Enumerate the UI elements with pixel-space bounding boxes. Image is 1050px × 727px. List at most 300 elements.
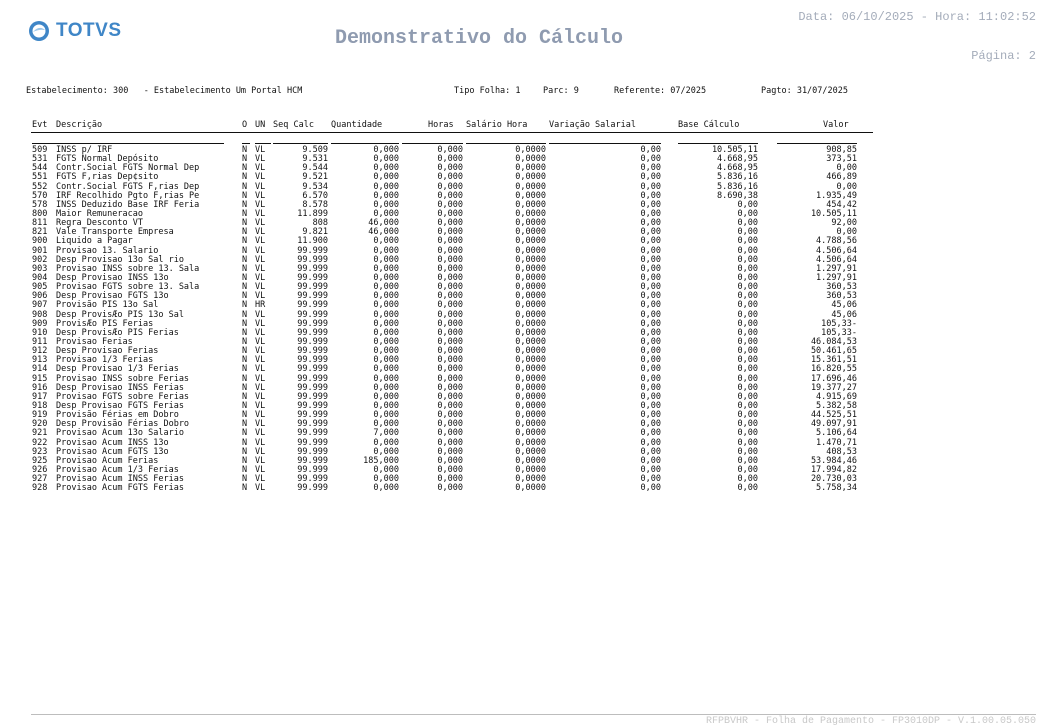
cell-descricao: Provisao FGTS sobre Ferias [56, 391, 190, 402]
cell-salario-hora: 0,0000 [515, 172, 546, 183]
cell-quantidade: 0,000 [373, 483, 399, 494]
cell-valor: 19.377,27 [810, 382, 857, 393]
cell-un: VL [255, 218, 266, 229]
cell-salario-hora: 0,0000 [515, 263, 546, 274]
cell-o: N [242, 236, 248, 247]
cell-un: VL [255, 455, 266, 466]
cell-salario-hora: 0,0000 [515, 483, 546, 494]
page-number: Página: 2 [971, 49, 1036, 63]
cell-valor: 373,51 [826, 154, 857, 165]
cell-o: N [242, 419, 248, 430]
cell-valor: 1.297,91 [816, 272, 857, 283]
cell-base-calculo: 0,00 [737, 282, 758, 293]
cell-base-calculo: 0,00 [737, 300, 758, 311]
cell-seq-calc: 99.999 [297, 446, 328, 457]
cell-evt: 912 [32, 346, 48, 357]
cell-descricao: Provisao 13. Salario [56, 245, 159, 256]
cell-descricao: Provisao Acum 1/3 Ferias [56, 464, 179, 475]
cell-variacao: 0,00 [640, 154, 661, 165]
cell-base-calculo: 4.668,95 [717, 163, 758, 174]
cell-quantidade: 0,000 [373, 282, 399, 293]
cell-seq-calc: 8.578 [302, 199, 328, 210]
cell-quantidade: 0,000 [373, 400, 399, 411]
cell-valor: 5.382,58 [816, 400, 857, 411]
cell-valor: 5.106,64 [816, 428, 857, 439]
cell-horas: 0,000 [437, 382, 463, 393]
cell-descricao: Provisao Acum INSS Ferias [56, 474, 184, 485]
cell-seq-calc: 99.999 [297, 373, 328, 384]
cell-un: VL [255, 355, 266, 366]
cell-descricao: Provisao INSS sobre 13. Sala [56, 263, 200, 274]
col-variacao: Variação Salarial [549, 120, 636, 130]
cell-horas: 0,000 [437, 336, 463, 347]
cell-base-calculo: 0,00 [737, 346, 758, 357]
cell-descricao: FGTS Normal Depósito [56, 154, 159, 165]
cell-evt: 904 [32, 272, 48, 283]
cell-variacao: 0,00 [640, 208, 661, 219]
cell-evt: 916 [32, 382, 48, 393]
cell-descricao: Desp Provisao FGTS Ferias [56, 400, 184, 411]
report-datetime: Data: 06/10/2025 - Hora: 11:02:52 [798, 10, 1036, 24]
cell-valor: 4.915,69 [816, 391, 857, 402]
cell-un: VL [255, 208, 266, 219]
cell-quantidade: 46,000 [368, 227, 399, 238]
cell-variacao: 0,00 [640, 236, 661, 247]
cell-o: N [242, 282, 248, 293]
cell-salario-hora: 0,0000 [515, 364, 546, 375]
cell-un: VL [255, 336, 266, 347]
cell-variacao: 0,00 [640, 336, 661, 347]
cell-valor: 10.505,11 [810, 208, 857, 219]
cell-valor: 44.525,51 [810, 410, 857, 421]
cell-o: N [242, 428, 248, 439]
cell-salario-hora: 0,0000 [515, 282, 546, 293]
cell-un: VL [255, 254, 266, 265]
cell-descricao: Liquido a Pagar [56, 236, 133, 247]
cell-variacao: 0,00 [640, 309, 661, 320]
report-title: Demonstrativo do Cálculo [335, 27, 624, 50]
cell-horas: 0,000 [437, 373, 463, 384]
cell-seq-calc: 99.999 [297, 455, 328, 466]
col-un: UN [255, 120, 266, 130]
cell-evt: 544 [32, 163, 48, 174]
cell-quantidade: 0,000 [373, 236, 399, 247]
cell-evt: 908 [32, 309, 48, 320]
cell-un: VL [255, 373, 266, 384]
cell-seq-calc: 99.999 [297, 391, 328, 402]
cell-evt: 906 [32, 291, 48, 302]
cell-seq-calc: 9.544 [302, 163, 328, 174]
cell-seq-calc: 99.999 [297, 355, 328, 366]
cell-descricao: Provisao Acum FGTS 13o [56, 446, 169, 457]
cell-horas: 0,000 [437, 346, 463, 357]
cell-quantidade: 0,000 [373, 364, 399, 375]
cell-valor: 49.097,91 [810, 419, 857, 430]
cell-o: N [242, 346, 248, 357]
cell-salario-hora: 0,0000 [515, 145, 546, 155]
cell-base-calculo: 0,00 [737, 400, 758, 411]
table-body [31, 146, 873, 493]
cell-valor: 17.696,46 [810, 373, 857, 384]
cell-variacao: 0,00 [640, 254, 661, 265]
cell-un: VL [255, 199, 266, 210]
cell-horas: 0,000 [437, 410, 463, 421]
cell-evt: 911 [32, 336, 48, 347]
cell-evt: 905 [32, 282, 48, 293]
cell-quantidade: 0,000 [373, 437, 399, 448]
cell-salario-hora: 0,0000 [515, 355, 546, 366]
cell-salario-hora: 0,0000 [515, 474, 546, 485]
cell-o: N [242, 391, 248, 402]
cell-valor: 50.461,65 [810, 346, 857, 357]
cell-horas: 0,000 [437, 154, 463, 165]
cell-salario-hora: 0,0000 [515, 181, 546, 192]
cell-seq-calc: 99.999 [297, 437, 328, 448]
cell-quantidade: 0,000 [373, 464, 399, 475]
cell-evt: 918 [32, 400, 48, 411]
cell-quantidade: 0,000 [373, 373, 399, 384]
cell-descricao: Contr.Social FGTS F,rias Dep [56, 181, 200, 192]
cell-quantidade: 0,000 [373, 181, 399, 192]
cell-evt: 811 [32, 218, 48, 229]
cell-base-calculo: 0,00 [737, 254, 758, 265]
cell-quantidade: 0,000 [373, 309, 399, 320]
cell-un: VL [255, 309, 266, 320]
cell-horas: 0,000 [437, 172, 463, 183]
cell-variacao: 0,00 [640, 391, 661, 402]
cell-evt: 915 [32, 373, 48, 384]
cell-salario-hora: 0,0000 [515, 272, 546, 283]
cell-evt: 551 [32, 172, 48, 183]
cell-un: VL [255, 181, 266, 192]
cell-variacao: 0,00 [640, 446, 661, 457]
col-evt: Evt [32, 120, 48, 130]
cell-quantidade: 0,000 [373, 419, 399, 430]
cell-salario-hora: 0,0000 [515, 400, 546, 411]
cell-variacao: 0,00 [640, 437, 661, 448]
cell-horas: 0,000 [437, 437, 463, 448]
cell-quantidade: 0,000 [373, 245, 399, 256]
cell-descricao: Provisao Acum Ferias [56, 455, 159, 466]
cell-valor: 15.361,51 [810, 355, 857, 366]
cell-variacao: 0,00 [640, 382, 661, 393]
cell-base-calculo: 0,00 [737, 245, 758, 256]
cell-o: N [242, 263, 248, 274]
cell-valor: 1.935,49 [816, 190, 857, 201]
cell-quantidade: 0,000 [373, 446, 399, 457]
cell-base-calculo: 0,00 [737, 318, 758, 329]
cell-evt: 919 [32, 410, 48, 421]
cell-seq-calc: 11.900 [297, 236, 328, 247]
cell-o: N [242, 190, 248, 201]
cell-seq-calc: 99.999 [297, 483, 328, 494]
cell-valor: 5.758,34 [816, 483, 857, 494]
cell-un: VL [255, 364, 266, 375]
cell-quantidade: 0,000 [373, 382, 399, 393]
cell-un: VL [255, 245, 266, 256]
cell-valor: 1.297,91 [816, 263, 857, 274]
cell-o: N [242, 218, 248, 229]
cell-evt: 910 [32, 327, 48, 338]
cell-evt: 921 [32, 428, 48, 439]
cell-valor: 360,53 [826, 291, 857, 302]
cell-salario-hora: 0,0000 [515, 336, 546, 347]
cell-horas: 0,000 [437, 446, 463, 457]
cell-valor: 0,00 [836, 227, 857, 238]
cell-horas: 0,000 [437, 391, 463, 402]
cell-o: N [242, 410, 248, 421]
cell-salario-hora: 0,0000 [515, 245, 546, 256]
cell-evt: 914 [32, 364, 48, 375]
cell-quantidade: 0,000 [373, 300, 399, 311]
cell-seq-calc: 99.999 [297, 282, 328, 293]
cell-variacao: 0,00 [640, 355, 661, 366]
cell-o: N [242, 446, 248, 457]
cell-un: VL [255, 474, 266, 485]
cell-seq-calc: 99.999 [297, 245, 328, 256]
cell-valor: 466,89 [826, 172, 857, 183]
cell-un: VL [255, 437, 266, 448]
cell-un: VL [255, 318, 266, 329]
cell-salario-hora: 0,0000 [515, 254, 546, 265]
cell-descricao: Provisão Férias em Dobro [56, 410, 179, 421]
cell-seq-calc: 99.999 [297, 327, 328, 338]
cell-horas: 0,000 [437, 145, 463, 155]
cell-o: N [242, 154, 248, 165]
cell-salario-hora: 0,0000 [515, 373, 546, 384]
col-quantidade: Quantidade [331, 120, 383, 130]
cell-variacao: 0,00 [640, 300, 661, 311]
cell-seq-calc: 99.999 [297, 346, 328, 357]
footer-divider [31, 714, 1036, 715]
cell-base-calculo: 0,00 [737, 455, 758, 466]
cell-base-calculo: 0,00 [737, 272, 758, 283]
parc-label: Parc: 9 [543, 86, 579, 96]
cell-valor: 105,33- [821, 327, 857, 338]
cell-evt: 900 [32, 236, 48, 247]
cell-evt: 917 [32, 391, 48, 402]
cell-o: N [242, 336, 248, 347]
cell-variacao: 0,00 [640, 327, 661, 338]
cell-o: N [242, 318, 248, 329]
cell-quantidade: 0,000 [373, 474, 399, 485]
cell-quantidade: 7,000 [373, 428, 399, 439]
totvs-logo [28, 20, 122, 42]
cell-un: VL [255, 419, 266, 430]
cell-salario-hora: 0,0000 [515, 236, 546, 247]
cell-horas: 0,000 [437, 208, 463, 219]
cell-descricao: Desp Provisao Ferias [56, 346, 159, 357]
cell-horas: 0,000 [437, 282, 463, 293]
cell-valor: 45,06 [831, 309, 857, 320]
cell-variacao: 0,00 [640, 428, 661, 439]
cell-valor: 360,53 [826, 282, 857, 293]
cell-evt: 913 [32, 355, 48, 366]
cell-evt: 509 [32, 145, 48, 155]
cell-o: N [242, 254, 248, 265]
cell-quantidade: 0,000 [373, 263, 399, 274]
cell-quantidade: 0,000 [373, 254, 399, 265]
totvs-logo-icon [28, 20, 50, 42]
cell-salario-hora: 0,0000 [515, 154, 546, 165]
cell-evt: 901 [32, 245, 48, 256]
cell-seq-calc: 99.999 [297, 400, 328, 411]
cell-valor: 908,85 [826, 145, 857, 155]
cell-valor: 105,33- [821, 318, 857, 329]
cell-un: VL [255, 190, 266, 201]
cell-base-calculo: 0,00 [737, 236, 758, 247]
cell-descricao: Provisao Acum FGTS Ferias [56, 483, 184, 494]
cell-valor: 4.788,56 [816, 236, 857, 247]
cell-descricao: Provisao INSS sobre Ferias [56, 373, 190, 384]
cell-variacao: 0,00 [640, 483, 661, 494]
cell-evt: 902 [32, 254, 48, 265]
cell-horas: 0,000 [437, 263, 463, 274]
cell-o: N [242, 163, 248, 174]
cell-variacao: 0,00 [640, 400, 661, 411]
cell-seq-calc: 99.999 [297, 474, 328, 485]
cell-un: VL [255, 410, 266, 421]
cell-un: VL [255, 464, 266, 475]
cell-un: VL [255, 227, 266, 238]
cell-variacao: 0,00 [640, 272, 661, 283]
cell-quantidade: 0,000 [373, 346, 399, 357]
cell-horas: 0,000 [437, 254, 463, 265]
cell-horas: 0,000 [437, 327, 463, 338]
cell-valor: 53.984,46 [810, 455, 857, 466]
table-row [31, 484, 873, 493]
cell-seq-calc: 9.531 [302, 154, 328, 165]
cell-un: VL [255, 400, 266, 411]
cell-seq-calc: 99.999 [297, 291, 328, 302]
cell-valor: 454,42 [826, 199, 857, 210]
cell-salario-hora: 0,0000 [515, 291, 546, 302]
cell-variacao: 0,00 [640, 474, 661, 485]
cell-valor: 16.820,55 [810, 364, 857, 375]
cell-valor: 0,00 [836, 163, 857, 174]
cell-descricao: Provisão PIS 13o Sal [56, 300, 159, 311]
cell-evt: 909 [32, 318, 48, 329]
cell-descricao: Regra Desconto VT [56, 218, 143, 229]
referente-label: Referente: 07/2025 [614, 86, 707, 96]
cell-quantidade: 0,000 [373, 163, 399, 174]
cell-quantidade: 0,000 [373, 391, 399, 402]
cell-un: VL [255, 263, 266, 274]
cell-evt: 927 [32, 474, 48, 485]
cell-descricao: Desp Provisao 13o Sal rio [56, 254, 184, 265]
cell-valor: 0,00 [836, 181, 857, 192]
cell-o: N [242, 355, 248, 366]
table-header [31, 118, 873, 133]
cell-descricao: Desp ProvisÆo PIS Ferias [56, 327, 179, 338]
cell-descricao: Provisao 1/3 Ferias [56, 355, 154, 366]
cell-salario-hora: 0,0000 [515, 218, 546, 229]
cell-valor: 46.084,53 [810, 336, 857, 347]
cell-seq-calc: 99.999 [297, 318, 328, 329]
cell-base-calculo: 0,00 [737, 336, 758, 347]
cell-base-calculo: 0,00 [737, 391, 758, 402]
cell-base-calculo: 0,00 [737, 199, 758, 210]
cell-horas: 0,000 [437, 163, 463, 174]
cell-evt: 926 [32, 464, 48, 475]
cell-base-calculo: 10.505,11 [711, 145, 758, 155]
cell-o: N [242, 272, 248, 283]
cell-o: N [242, 145, 248, 155]
cell-salario-hora: 0,0000 [515, 327, 546, 338]
cell-salario-hora: 0,0000 [515, 464, 546, 475]
cell-descricao: INSS Deduzido Base IRF Feria [56, 199, 200, 210]
cell-quantidade: 185,000 [363, 455, 399, 466]
cell-evt: 922 [32, 437, 48, 448]
cell-seq-calc: 9.534 [302, 181, 328, 192]
cell-horas: 0,000 [437, 181, 463, 192]
cell-salario-hora: 0,0000 [515, 455, 546, 466]
cell-salario-hora: 0,0000 [515, 199, 546, 210]
cell-horas: 0,000 [437, 291, 463, 302]
cell-o: N [242, 382, 248, 393]
footer-text: RFPBVHR - Folha de Pagamento - FP3010DP - V.1.00.05.050 [705, 716, 1036, 727]
cell-seq-calc: 99.999 [297, 364, 328, 375]
cell-variacao: 0,00 [640, 346, 661, 357]
cell-horas: 0,000 [437, 474, 463, 485]
cell-un: VL [255, 145, 266, 155]
cell-variacao: 0,00 [640, 291, 661, 302]
cell-seq-calc: 99.999 [297, 263, 328, 274]
cell-base-calculo: 0,00 [737, 263, 758, 274]
cell-variacao: 0,00 [640, 419, 661, 430]
cell-variacao: 0,00 [640, 199, 661, 210]
cell-seq-calc: 6.570 [302, 190, 328, 201]
cell-seq-calc: 9.821 [302, 227, 328, 238]
cell-variacao: 0,00 [640, 245, 661, 256]
cell-horas: 0,000 [437, 236, 463, 247]
cell-base-calculo: 0,00 [737, 419, 758, 430]
col-valor: Valor [823, 120, 849, 130]
cell-seq-calc: 99.999 [297, 419, 328, 430]
cell-quantidade: 0,000 [373, 145, 399, 155]
cell-o: N [242, 464, 248, 475]
cell-evt: 570 [32, 190, 48, 201]
cell-un: VL [255, 272, 266, 283]
cell-horas: 0,000 [437, 355, 463, 366]
cell-horas: 0,000 [437, 272, 463, 283]
cell-variacao: 0,00 [640, 464, 661, 475]
cell-evt: 920 [32, 419, 48, 430]
cell-evt: 800 [32, 208, 48, 219]
cell-valor: 20.730,03 [810, 474, 857, 485]
cell-variacao: 0,00 [640, 172, 661, 183]
cell-o: N [242, 227, 248, 238]
cell-base-calculo: 0,00 [737, 364, 758, 375]
cell-base-calculo: 0,00 [737, 309, 758, 320]
cell-un: VL [255, 291, 266, 302]
cell-horas: 0,000 [437, 464, 463, 475]
cell-base-calculo: 0,00 [737, 291, 758, 302]
cell-quantidade: 0,000 [373, 272, 399, 283]
cell-descricao: IRF Recolhido Pgto F,rias Pe [56, 190, 200, 201]
cell-variacao: 0,00 [640, 455, 661, 466]
cell-quantidade: 0,000 [373, 327, 399, 338]
cell-descricao: Desp Provisão Férias Dobro [56, 419, 190, 430]
cell-horas: 0,000 [437, 227, 463, 238]
cell-base-calculo: 0,00 [737, 474, 758, 485]
cell-salario-hora: 0,0000 [515, 428, 546, 439]
cell-salario-hora: 0,0000 [515, 208, 546, 219]
cell-o: N [242, 300, 248, 311]
cell-base-calculo: 0,00 [737, 327, 758, 338]
cell-descricao: Vale Transporte Empresa [56, 227, 174, 238]
cell-un: VL [255, 236, 266, 247]
